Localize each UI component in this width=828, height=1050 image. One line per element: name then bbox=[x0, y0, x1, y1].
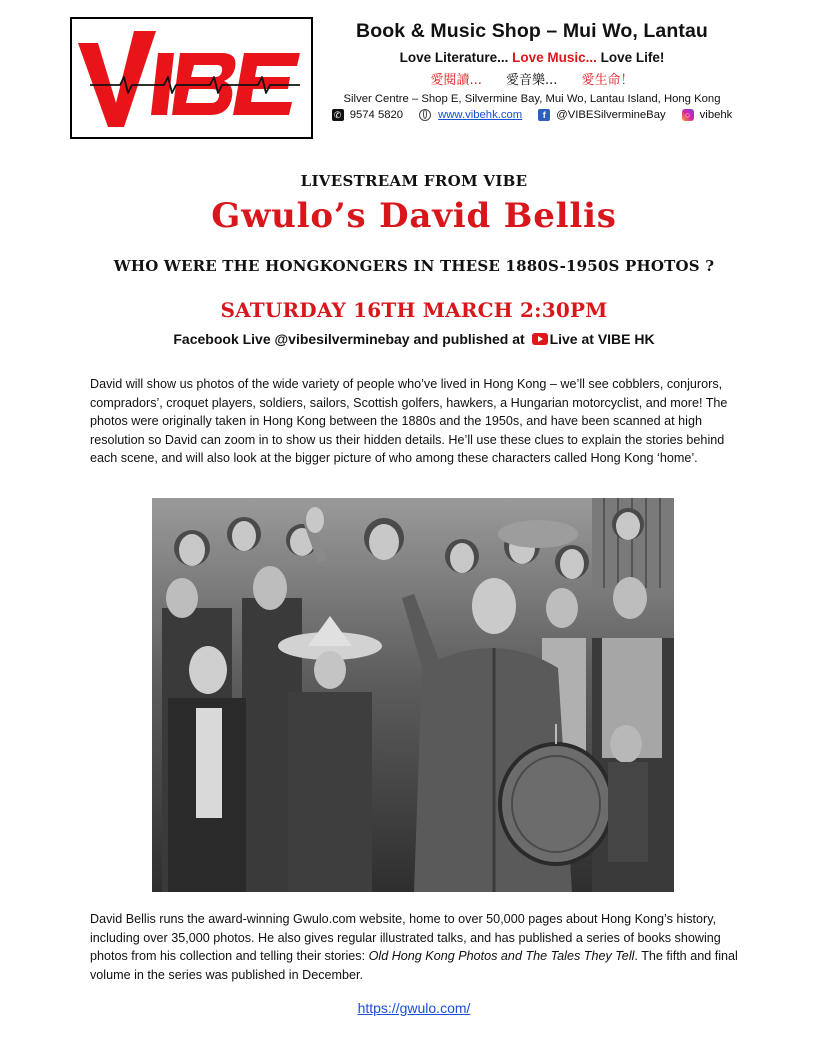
broadcast-channel[interactable]: Live at VIBE HK bbox=[549, 331, 655, 347]
website-link[interactable]: www.vibehk.com bbox=[438, 109, 523, 121]
footer-url-wrap bbox=[0, 1000, 828, 1016]
book-series-title: Old Hong Kong Photos and The Tales They Tell bbox=[368, 949, 635, 964]
tagline-music: Love Music... bbox=[512, 50, 597, 65]
contact-row bbox=[322, 107, 742, 123]
shop-info bbox=[322, 18, 742, 123]
livestream-kicker: LIVESTREAM FROM VIBE bbox=[300, 172, 528, 190]
chinese-item-1: 愛閱讀... bbox=[430, 73, 482, 88]
event-question: WHO WERE THE HONGKONGERS IN THESE 1880S-1950S PHOTOS ? bbox=[113, 257, 715, 275]
logo-wordmark: VIBE bbox=[72, 19, 75, 20]
author-bio-text: David Bellis runs the award-winning Gwulo.com website, home to over 50,000 pages about Hong Kong’s history, including over 35,000 photos. He also gives regular illustrated talks, and has published a series of books showing photos from his collection and telling their stories: bbox=[90, 912, 721, 964]
tagline bbox=[322, 49, 742, 67]
phone-icon: ✆ bbox=[332, 109, 344, 121]
chinese-item-3: 愛生命！ bbox=[581, 73, 634, 88]
chinese-item-2: 愛音樂... bbox=[505, 73, 558, 88]
phone-number: 9574 5820 bbox=[349, 109, 404, 121]
broadcast-info bbox=[0, 331, 828, 347]
facebook-icon: f bbox=[538, 109, 550, 121]
author-bio-end: . The fifth and final volume in the series was published in December. bbox=[90, 949, 738, 982]
facebook-handle[interactable]: @VIBESilvermineBay bbox=[556, 109, 666, 121]
tagline-life: Love Life! bbox=[596, 50, 665, 65]
gwulo-link[interactable]: https://gwulo.com/ bbox=[357, 1000, 471, 1016]
event-description: David will show us photos of the wide variety of people who’ve lived in Hong Kong – we’ll see cobblers, conjurors, compradors’, croquet players, soldiers, sailors, Scottish golfers, hawkers, a Hungarian motorcyclist, and more! The photos were originally taken in Hong Kong between the 1880s and the 1950s, and have been scanned at high resolution so David can zoom in to show us their hidden details. He’ll use these clues to explain the stories behind each scene, and will also look at the bigger picture of who among these characters called Hong Kong ‘home’. bbox=[90, 377, 728, 466]
historic-group-photo bbox=[152, 498, 674, 892]
author-bio bbox=[90, 910, 738, 984]
instagram-icon: ○ bbox=[682, 109, 694, 121]
speaker-title: Gwulo’s David Bellis bbox=[211, 196, 617, 236]
shop-address: Silver Centre – Shop E, Silvermine Bay, Mui Wo, Lantau Island, Hong Kong bbox=[343, 93, 721, 105]
instagram-handle[interactable]: vibehk bbox=[699, 109, 733, 121]
shop-title: Book & Music Shop – Mui Wo, Lantau bbox=[356, 20, 708, 42]
chinese-tagline bbox=[322, 72, 742, 90]
youtube-icon bbox=[532, 333, 548, 345]
event-datetime: SATURDAY 16TH MARCH 2:30PM bbox=[220, 298, 608, 322]
vibe-logo bbox=[70, 17, 313, 139]
broadcast-prefix: Facebook Live @vibesilverminebay and published at bbox=[173, 331, 529, 347]
tagline-literature: Love Literature... bbox=[399, 50, 513, 65]
globe-icon bbox=[419, 109, 431, 121]
